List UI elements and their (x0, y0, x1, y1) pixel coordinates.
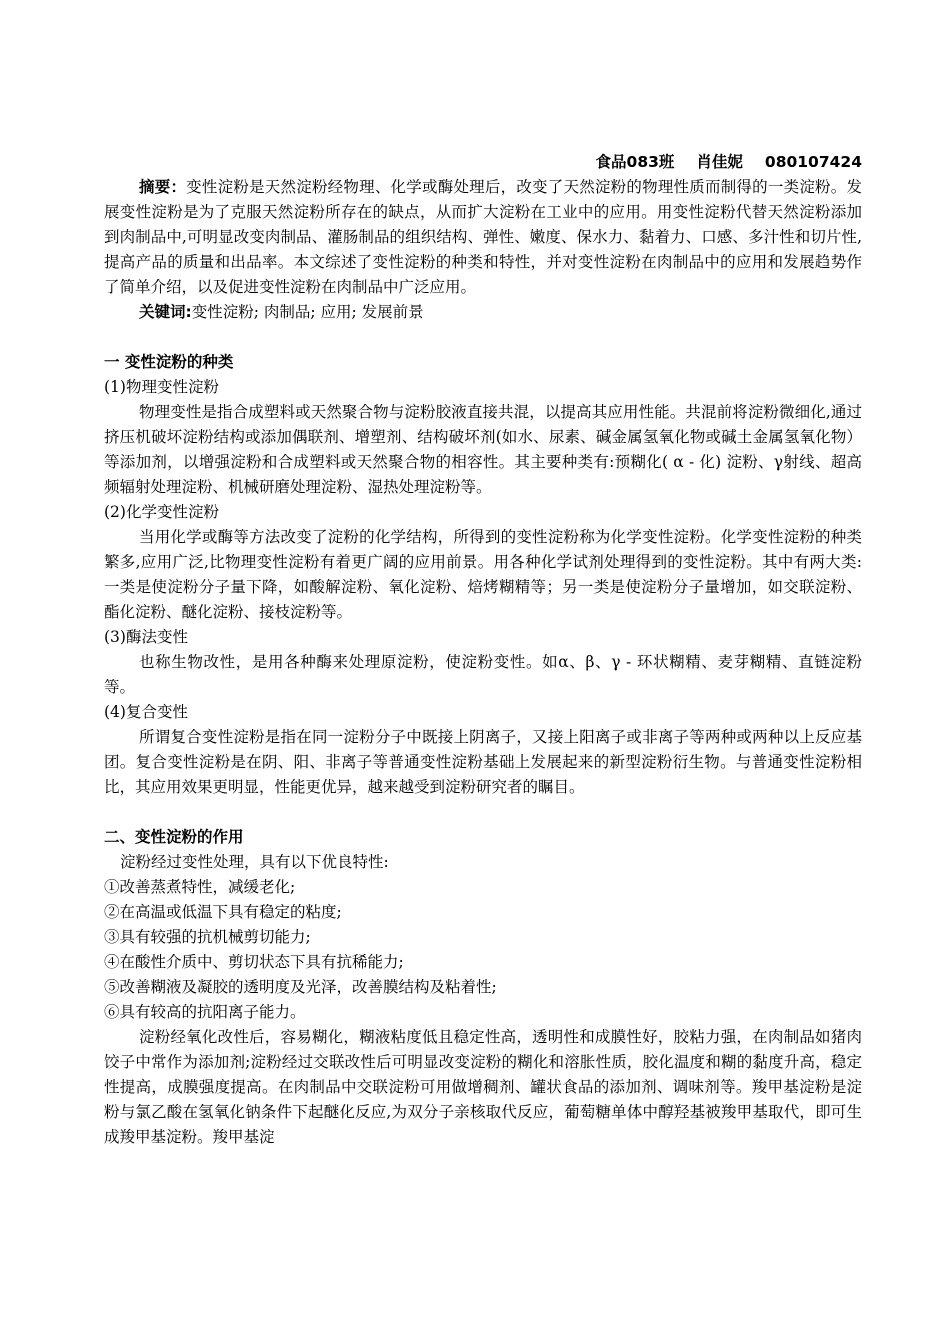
property-list-item-3: ③具有较强的抗机械剪切能力; (104, 928, 311, 946)
property-list-item-2: ②在高温或低温下具有稳定的粘度; (104, 903, 342, 921)
property-list-item-6: ⑥具有较高的抗阳离子能力。 (104, 1003, 306, 1021)
subsection-1-body: 物理变性是指合成塑料或天然聚合物与淀粉胶液直接共混，以提高其应用性能。共混前将淀粉微细化,通过挤压机破坏淀粉结构或添加偶联剂、增塑剂、结构破坏剂(如水、尿素、碱金属氢氧化物或碱土金属氢氧化物）等添加剂，以增强淀粉和合成塑料或天然聚合物的相容性。其主要种类有:预糊化( α - 化) 淀粉、γ射线、超高频辐射处理淀粉、机械研磨处理淀粉、湿热处理淀粉等。 (104, 403, 862, 496)
abstract-paragraph (104, 175, 862, 300)
property-list-item-4: ④在酸性介质中、剪切状态下具有抗稀能力; (104, 953, 404, 971)
section-2-intro: 淀粉经过变性处理，具有以下优良特性: (120, 853, 389, 871)
property-list-item-5: ⑤改善糊液及凝胶的透明度及光泽，改善膜结构及粘着性; (104, 978, 497, 996)
document-body (104, 150, 862, 1150)
author-name: 肖佳妮 (696, 153, 743, 171)
keywords-label: 关键词: (139, 303, 192, 321)
section-2-heading: 二、变性淀粉的作用 (104, 828, 244, 846)
class-name: 食品083班 (595, 153, 675, 171)
abstract-text: 变性淀粉是天然淀粉经物理、化学或酶处理后，改变了天然淀粉的物理性质而制得的一类淀粉。发展变性淀粉是为了克服天然淀粉所存在的缺点，从而扩大淀粉在工业中的应用。用变性淀粉代替天然淀粉添加到肉制品中,可明显改变肉制品、灌肠制品的组织结构、弹性、嫩度、保水力、黏着力、口感、多汁性和切片性,提高产品的质量和出品率。本文综述了变性淀粉的种类和特性，并对变性淀粉在肉制品中的应用和发展趋势作了简单介绍，以及促进变性淀粉在肉制品中广泛应用。 (104, 178, 862, 296)
subsection-3-body: 也称生物改性，是用各种酶来处理原淀粉，使淀粉变性。如α、β、γ - 环状糊精、麦芽糊精、直链淀粉等。 (104, 653, 862, 696)
author-line (104, 150, 862, 175)
property-list-item-1: ①改善蒸煮特性，减缓老化; (104, 878, 296, 896)
student-id: 080107424 (764, 153, 862, 171)
abstract-label: 摘要： (139, 178, 187, 196)
keywords-text: 变性淀粉; 肉制品; 应用; 发展前景 (191, 303, 424, 321)
subsection-4-title: (4)复合变性 (104, 703, 188, 721)
keywords-paragraph (104, 300, 862, 325)
subsection-1-title: (1)物理变性淀粉 (104, 378, 219, 396)
subsection-3-title: (3)酶法变性 (104, 628, 188, 646)
section-1-heading: 一 变性淀粉的种类 (104, 353, 234, 371)
subsection-2-body: 当用化学或酶等方法改变了淀粉的化学结构，所得到的变性淀粉称为化学变性淀粉。化学变性淀粉的种类繁多,应用广泛,比物理变性淀粉有着更广阔的应用前景。用各种化学试剂处理得到的变性淀粉。其中有两大类:一类是使淀粉分子量下降，如酸解淀粉、氧化淀粉、焙烤糊精等；另一类是使淀粉分子量增加，如交联淀粉、酯化淀粉、醚化淀粉、接枝淀粉等。 (104, 528, 862, 621)
section-2-body: 淀粉经氧化改性后，容易糊化，糊液粘度低且稳定性高，透明性和成膜性好，胶粘力强，在肉制品如猪肉饺子中常作为添加剂;淀粉经过交联改性后可明显改变淀粉的糊化和溶胀性质，胶化温度和糊的黏度升高，稳定性提高，成膜强度提高。在肉制品中交联淀粉可用做增稠剂、罐状食品的添加剂、调味剂等。羧甲基淀粉是淀粉与氯乙酸在氢氧化钠条件下起醚化反应,为双分子亲核取代反应，葡萄糖单体中醇羟基被羧甲基取代，即可生成羧甲基淀粉。羧甲基淀 (104, 1028, 862, 1146)
subsection-2-title: (2)化学变性淀粉 (104, 503, 219, 521)
subsection-4-body: 所谓复合变性淀粉是指在同一淀粉分子中既接上阴离子，又接上阳离子或非离子等两种或两种以上反应基团。复合变性淀粉是在阴、阳、非离子等普通变性淀粉基础上发展起来的新型淀粉衍生物。与普通变性淀粉相比，其应用效果更明显，性能更优异，越来越受到淀粉研究者的瞩目。 (104, 728, 862, 796)
